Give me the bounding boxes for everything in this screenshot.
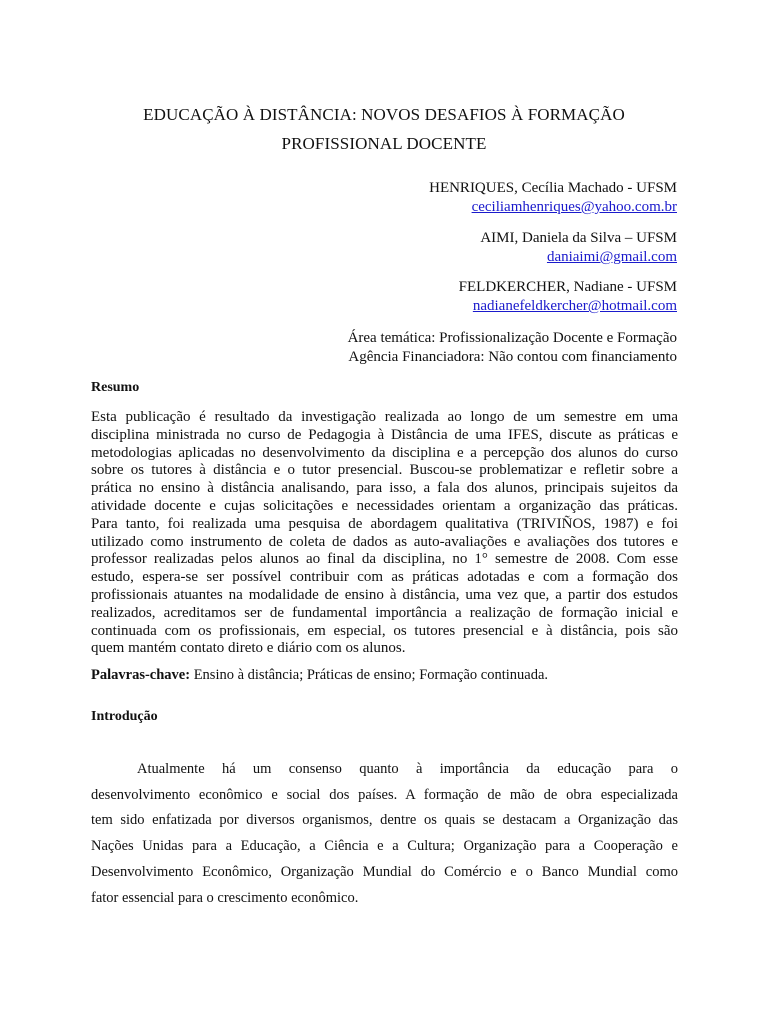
keywords-text: Ensino à distância; Práticas de ensino; Formação continuada.: [190, 667, 549, 683]
abstract-line: Esta publicação é resultado da investigação realizada ao longo de um semestre em uma: [91, 409, 678, 425]
author-email-link[interactable]: daniaimi@gmail.com: [546, 249, 677, 265]
abstract-body: [91, 409, 678, 658]
author-email-link[interactable]: nadianefeldkercher@hotmail.com: [472, 298, 677, 314]
author-name: HENRIQUES, Cecília Machado - UFSM: [429, 180, 677, 196]
author-block-3: [459, 278, 677, 316]
paper-metadata: [348, 329, 677, 367]
paper-title: [90, 100, 678, 158]
abstract-line: estudo, espera-se ser possível contribuir com as práticas adotadas e com a formação dos: [91, 569, 678, 586]
abstract-line: utilizado como instrumento de coleta de dados as auto-avaliações e avaliações dos tutores e: [91, 533, 678, 550]
abstract-line: quem mantém contato direto e diário com os alunos.: [91, 640, 406, 657]
abstract-line: disciplina ministrada no curso de Pedagogia à Distância de uma IFES, discute as práticas e: [91, 426, 678, 443]
abstract-line: continuada com os profissionais, em especial, os tutores presencial e à distância, pois são: [91, 622, 678, 639]
abstract-line: professor realizadas pelos alunos ao final da disciplina, no 1° semestre de 2008. Com esse: [91, 551, 678, 568]
abstract-line: realizados, acreditamos ser de fundamental importância a realização de formação inicial e: [91, 604, 678, 621]
abstract-line: atividade docente e cujas solicitações e necessidades orientam a organização das práticas.: [91, 497, 678, 514]
abstract-line: prática no ensino à distância analisando, para isso, a fala dos alunos, principais sujeitos da: [91, 480, 678, 497]
abstract-line: Para tanto, foi realizada uma pesquisa de abordagem qualitativa (TRIVIÑOS, 1987) e foi: [91, 515, 678, 532]
keywords-label: Palavras-chave:: [91, 667, 191, 683]
funding-agency: Agência Financiadora: Não contou com financiamento: [348, 349, 677, 365]
keywords: [91, 666, 548, 684]
abstract-line: sobre os tutores à distância e o tutor presencial. Buscou-se problematizar e refletir sobre a: [91, 462, 678, 479]
introduction-heading: Introdução: [91, 709, 158, 724]
introduction-line: Desenvolvimento Econômico, Organização Mundial do Comércio e o Banco Mundial como: [91, 863, 678, 880]
thematic-area: Área temática: Profissionalização Docente e Formação: [347, 330, 677, 346]
author-name: AIMI, Daniela da Silva – UFSM: [480, 230, 677, 246]
introduction-line: Nações Unidas para a Educação, a Ciência e a Cultura; Organização para a Cooperação e: [91, 838, 678, 855]
abstract-line: metodologias aplicadas no desenvolvimento da disciplina e a percepção dos alunos do curso: [91, 444, 678, 461]
abstract-line: profissionais atuantes na modalidade de ensino à distância, uma vez que, a partir dos estudos: [91, 586, 678, 603]
title-line-1: EDUCAÇÃO À DISTÂNCIA: NOVOS DESAFIOS À FORMAÇÃO: [143, 105, 625, 124]
introduction-line: desenvolvimento econômico e social dos países. A formação de mão de obra especializada: [91, 786, 678, 803]
author-block-2: [480, 229, 677, 267]
introduction-line: fator essencial para o crescimento econômico.: [91, 889, 359, 906]
title-line-2: PROFISSIONAL DOCENTE: [281, 134, 487, 153]
author-name: FELDKERCHER, Nadiane - UFSM: [458, 279, 677, 295]
introduction-body: [91, 757, 678, 911]
author-block-1: [429, 179, 677, 217]
introduction-line: tem sido enfatizada por diversos organismos, dentre os quais se destacam a Organização das: [91, 812, 678, 829]
introduction-line: Atualmente há um consenso quanto à importância da educação para o: [137, 761, 678, 777]
abstract-heading: Resumo: [91, 380, 140, 395]
author-email-link[interactable]: ceciliamhenriques@yahoo.com.br: [471, 199, 677, 215]
